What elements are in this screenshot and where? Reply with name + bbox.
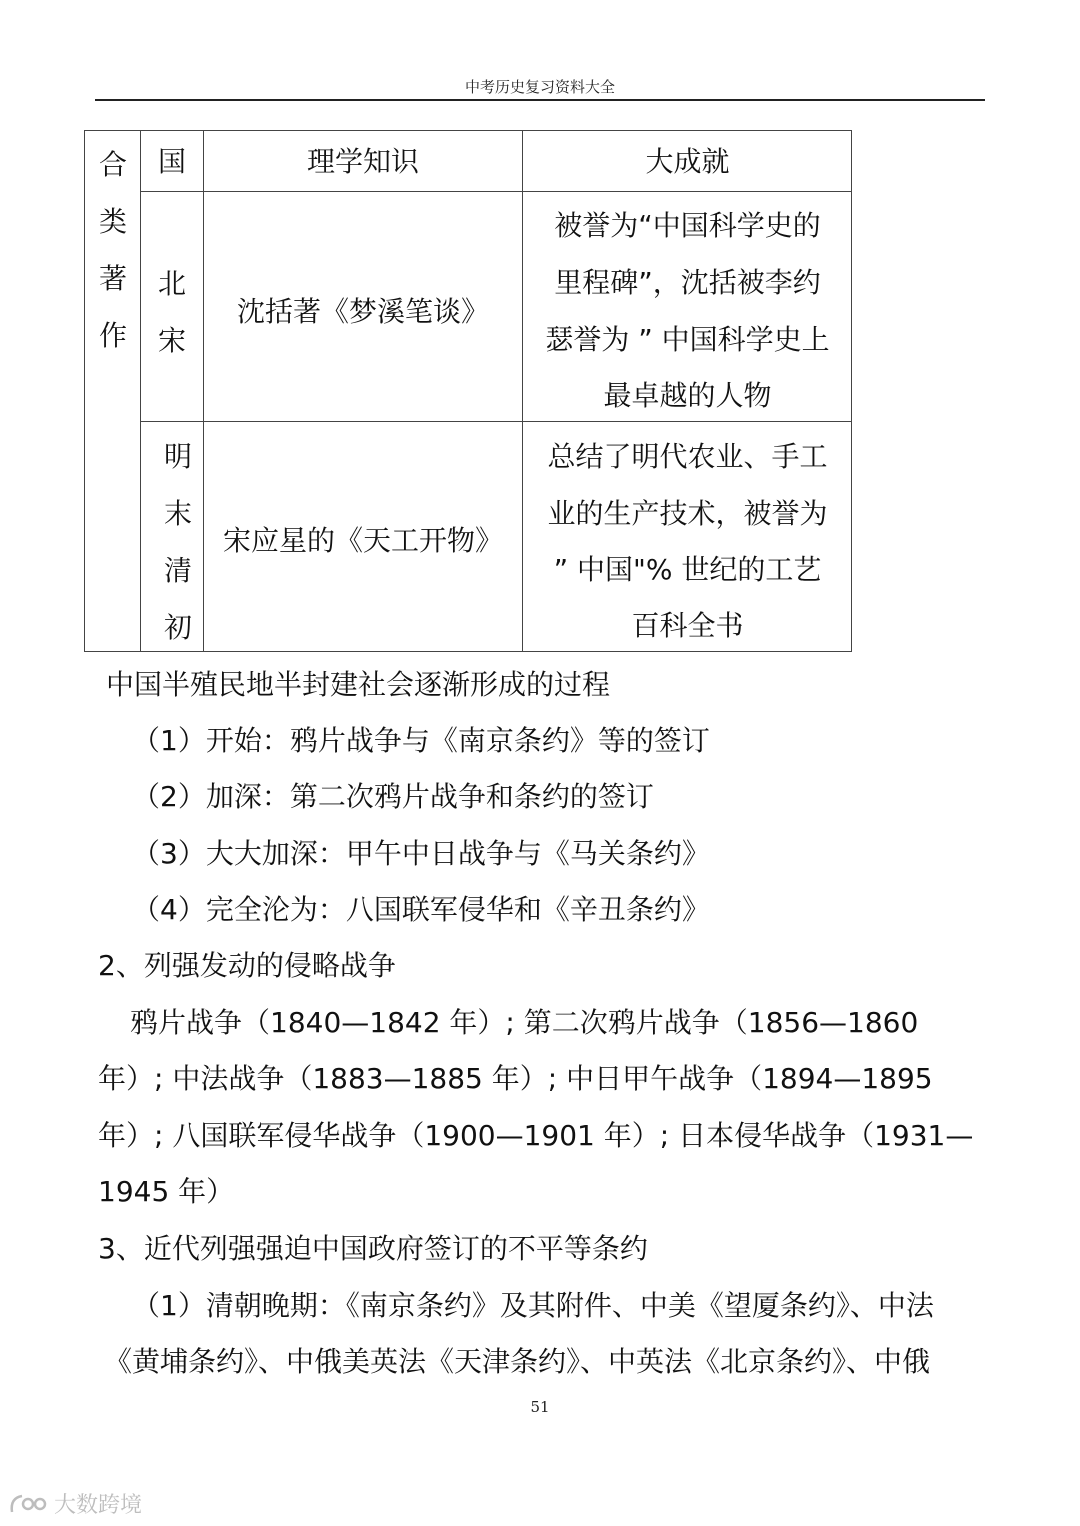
watermark-text: 大数跨境: [54, 1493, 143, 1518]
achievement-line: 最卓越的人物: [603, 379, 772, 412]
paragraph-line: 年）; 八国联军侵华战争（1900—1901 年）; 日本侵华战争（1931—: [98, 1119, 974, 1152]
achievement-line: ” 中国"% 世纪的工艺: [553, 553, 822, 586]
header-divider: [95, 99, 985, 101]
section-heading: 2、列强发动的侵略战争: [98, 949, 396, 982]
brand-logo-icon: [8, 1492, 48, 1516]
achievement-line: 里程碑”，沈括被李约: [554, 266, 821, 299]
dynasty-char: 北: [157, 267, 186, 300]
section-heading: 中国半殖民地半封建社会逐渐形成的过程: [106, 668, 611, 701]
dynasty-char: 清: [163, 554, 192, 587]
achievement-line: 百科全书: [631, 609, 744, 642]
header-work: 理学知识: [306, 145, 419, 178]
dynasty-char: 宋: [157, 324, 186, 357]
category-char: 作: [98, 319, 127, 352]
page-number: 51: [530, 1398, 550, 1416]
achievement-line: 总结了明代农业、手工: [547, 440, 828, 473]
dynasty-char: 末: [163, 497, 192, 530]
watermark: [8, 1488, 142, 1519]
achievement-line: 被誉为“中国科学史的: [554, 209, 821, 242]
work-cell: 沈括著《梦溪笔谈》: [236, 295, 489, 328]
category-char: 类: [98, 205, 127, 238]
header-achievement: 大成就: [645, 145, 730, 178]
paragraph-line: 《黄埔条约》、中俄美英法《天津条约》、中英法《北京条约》、中俄: [104, 1345, 931, 1378]
page-header-title: 中考历史复习资料大全: [464, 78, 615, 96]
achievement-line: 业的生产技术，被誉为: [547, 497, 828, 530]
header-dynasty: 国: [157, 145, 186, 178]
list-item: （1）开始：鸦片战争与《南京条约》等的签订: [132, 724, 710, 757]
category-char: 合: [98, 148, 127, 181]
work-cell: 宋应星的《天工开物》: [222, 524, 503, 557]
table-divider: [140, 191, 852, 192]
paragraph-line: 鸦片战争（1840—1842 年）; 第二次鸦片战争（1856—1860: [130, 1006, 919, 1039]
dynasty-char: 初: [163, 611, 192, 644]
dynasty-cell: [150, 428, 206, 656]
dynasty-cell: [144, 255, 200, 369]
list-item: （3）大大加深：甲午中日战争与《马关条约》: [132, 837, 710, 870]
list-item: （2）加深：第二次鸦片战争和条约的签订: [132, 780, 654, 813]
section-heading: 3、近代列强强迫中国政府签订的不平等条约: [98, 1232, 648, 1265]
dynasty-char: 明: [163, 440, 192, 473]
paragraph-line: （1）清朝晚期：《南京条约》及其附件、中美《望厦条约》、中法: [132, 1289, 934, 1322]
achievement-line: 瑟誉为 ” 中国科学史上: [545, 323, 830, 356]
paragraph-line: 1945 年）: [98, 1175, 235, 1208]
paragraph-line: 年）; 中法战争（1883—1885 年）; 中日甲午战争（1894—1895: [98, 1062, 933, 1095]
category-char: 著: [98, 262, 127, 295]
list-item: （4）完全沦为：八国联军侵华和《辛丑条约》: [132, 893, 710, 926]
category-cell: [85, 136, 141, 364]
